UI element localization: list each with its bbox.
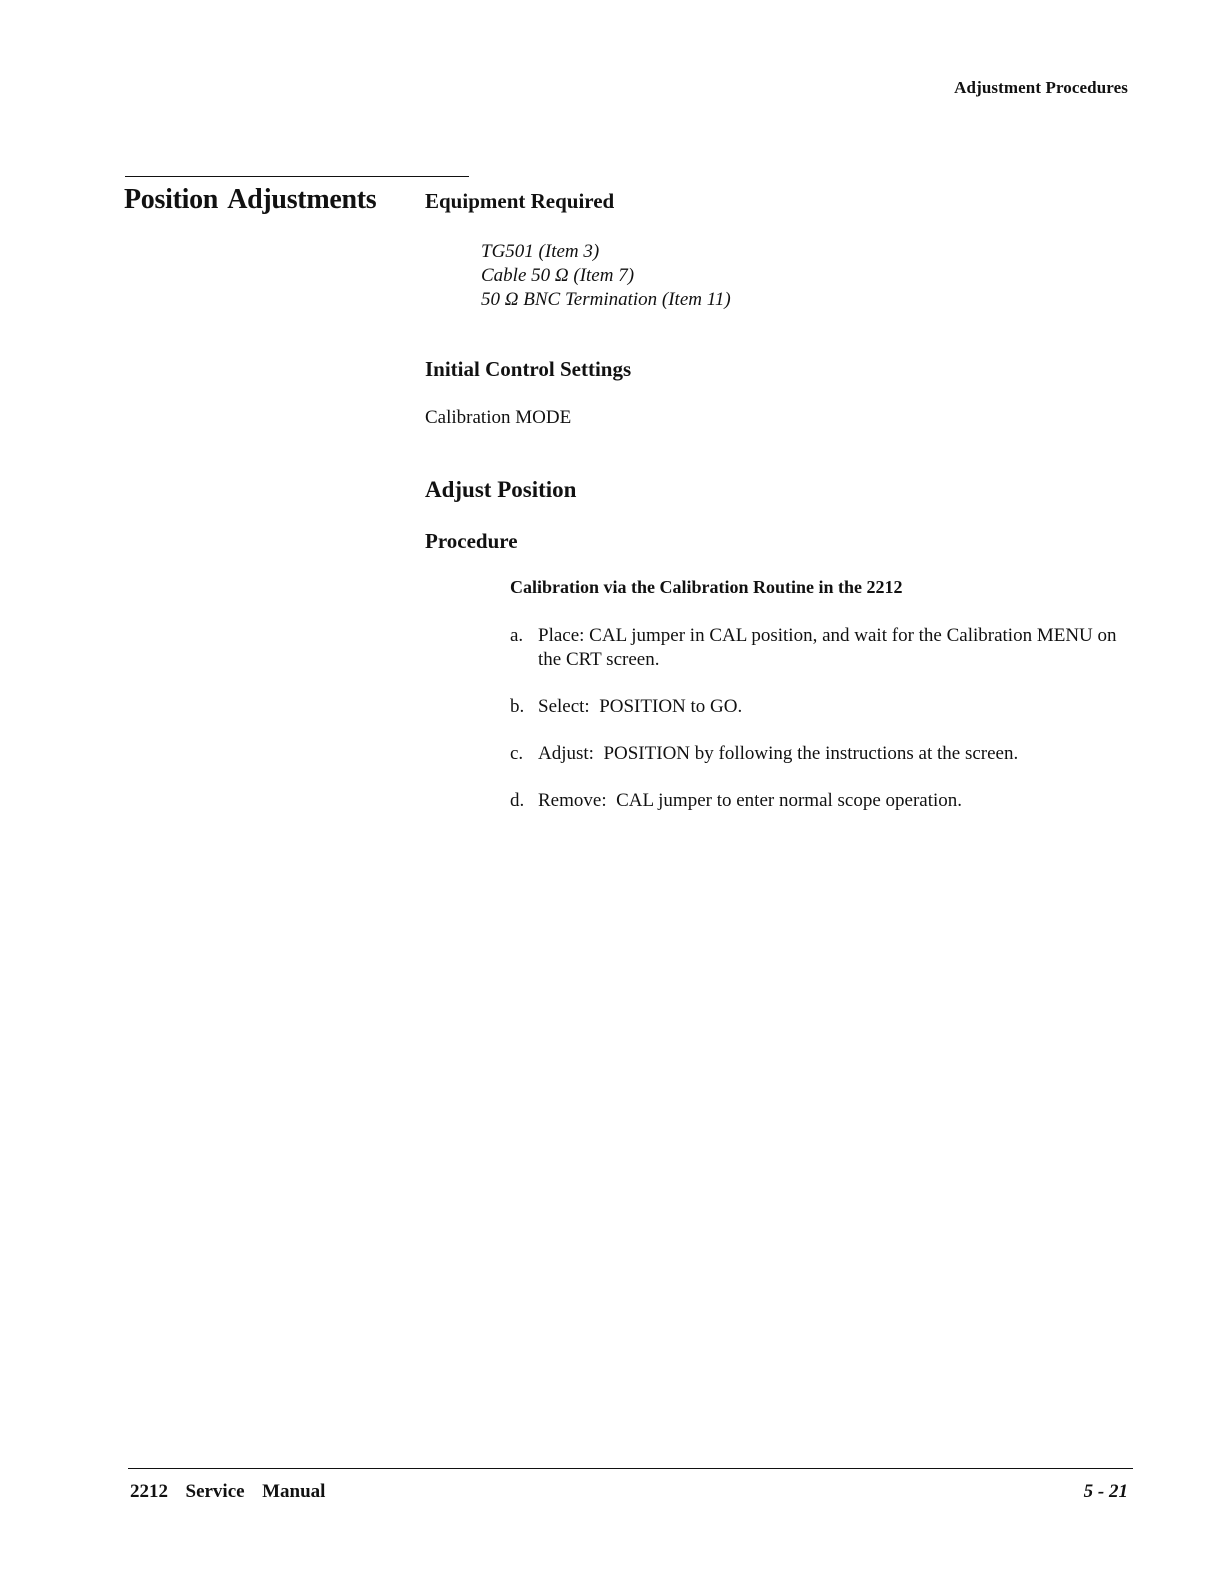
procedure-step <box>510 742 1130 766</box>
page-number: 5 - 21 <box>1083 1481 1128 1502</box>
step-text: Select: POSITION to GO. <box>538 696 743 717</box>
equipment-item: Cable 50 Ω (Item 7) <box>481 265 635 286</box>
equipment-item: TG501 (Item 3) <box>481 241 600 262</box>
procedure-step <box>510 624 1130 672</box>
footer-divider <box>128 1468 1133 1469</box>
equipment-list <box>481 240 731 312</box>
adjust-heading: Adjust Position <box>425 477 577 502</box>
section-title: Position Adjustments <box>124 184 377 215</box>
equipment-heading: Equipment Required <box>425 189 615 213</box>
step-text: Adjust: POSITION by following the instructions at the screen. <box>538 743 1019 764</box>
manual-title: 2212 Service Manual <box>130 1481 326 1502</box>
procedure-step <box>510 789 1130 813</box>
section-divider <box>125 176 469 177</box>
step-letter: b. <box>510 696 525 717</box>
initial-settings-text: Calibration MODE <box>425 407 572 428</box>
procedure-steps <box>510 624 1130 836</box>
step-letter: a. <box>510 625 524 646</box>
procedure-step <box>510 695 1130 719</box>
step-text: Remove: CAL jumper to enter normal scope operation. <box>538 790 963 811</box>
equipment-item: 50 Ω BNC Termination (Item 11) <box>481 289 731 310</box>
running-header: Adjustment Procedures <box>954 78 1128 97</box>
step-text: Place: CAL jumper in CAL position, and wait for the Calibration MENU on the CRT screen. <box>538 625 1117 670</box>
step-letter: c. <box>510 743 524 764</box>
initial-settings-heading: Initial Control Settings <box>425 357 632 381</box>
calibration-heading: Calibration via the Calibration Routine in the 2212 <box>510 577 903 597</box>
step-letter: d. <box>510 790 525 811</box>
procedure-heading: Procedure <box>425 529 518 553</box>
